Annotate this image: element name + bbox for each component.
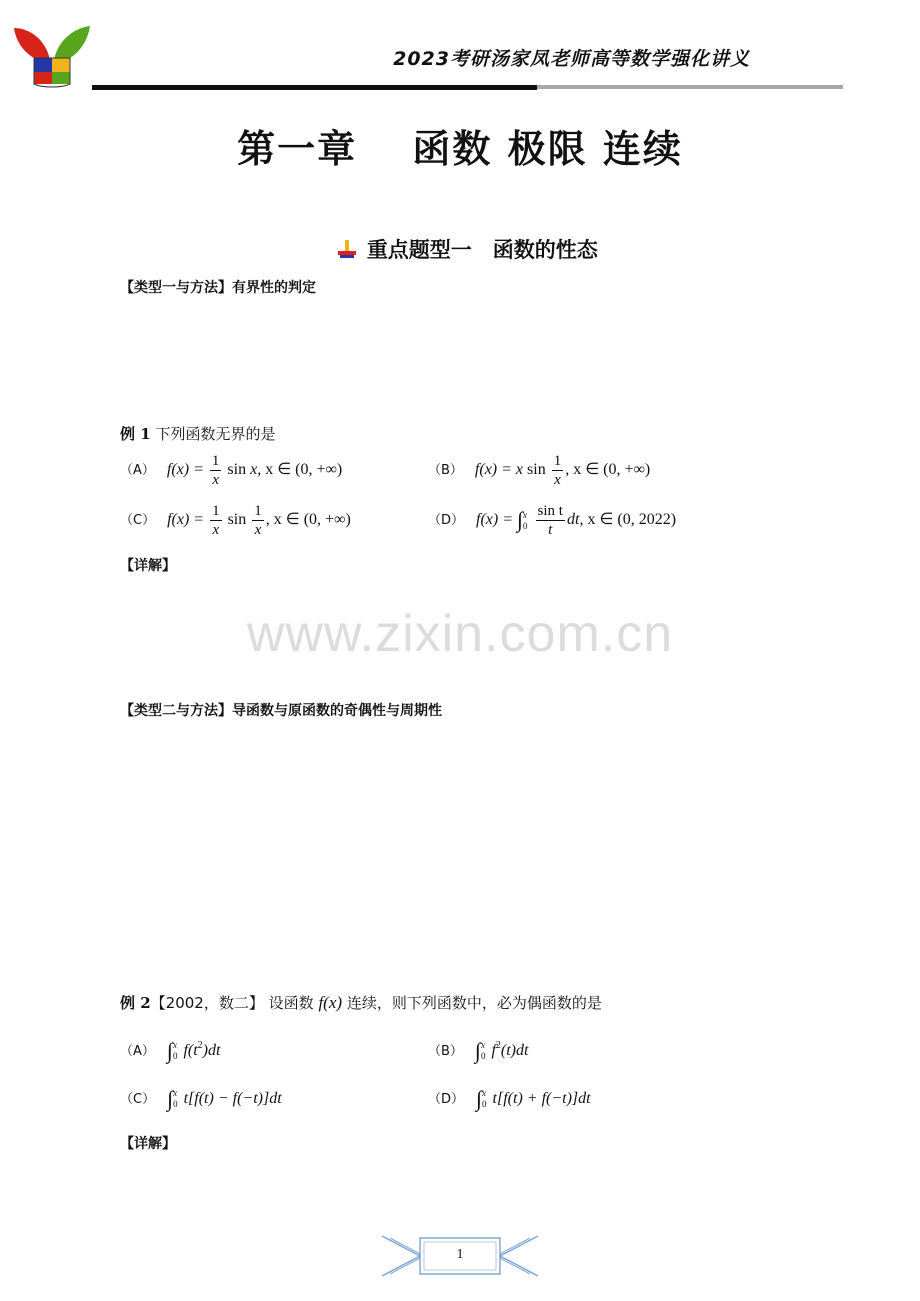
fraction: $\frac{1}{x}$ xyxy=(553,453,562,488)
example1-question xyxy=(120,423,275,444)
integral-sign: ∫ xyxy=(166,1038,173,1063)
page-number: 1 xyxy=(456,1247,464,1262)
example1-option-d: （D） f(x) = ∫ x 0 $\frac{\text{sin t}}{t}$ dt, x ∈ (0, 2022) xyxy=(428,503,677,538)
integral-sign: ∫ xyxy=(167,1086,174,1111)
example2-option-d: （D） ∫ x 0 t[f(t) + f(−t)]dt xyxy=(428,1086,591,1111)
section-heading xyxy=(0,210,920,264)
example2-option-b: （B） ∫ x 0 $f^2(t)dt$ xyxy=(428,1038,529,1063)
example2-suffix: 连续，则下列函数中，必为偶函数的是 xyxy=(346,994,602,1012)
example2-prefix: 设函数 xyxy=(268,994,314,1012)
example1-option-a: （A） f(x) = $\frac{1}{x}$ sin x, x ∈ (0, +∞) xyxy=(120,453,343,488)
type1-title: 有界性的判定 xyxy=(232,280,316,296)
book-icon xyxy=(337,239,357,259)
example2-question xyxy=(120,992,602,1013)
example2-label: 例 2 xyxy=(120,994,151,1012)
type2-heading xyxy=(120,700,442,720)
example2-detail: 【详解】 xyxy=(120,1136,176,1152)
header-rule-dark xyxy=(92,85,537,90)
watermark: www.zixin.com.cn xyxy=(246,605,674,663)
example2-func: f(x) xyxy=(318,993,343,1012)
fraction: $\frac{\text{sin t}}{t}$ xyxy=(537,503,563,538)
example1-label: 例 1 xyxy=(120,425,151,443)
type2-bracket: 【类型二与方法】 xyxy=(120,703,232,719)
integral-sign: ∫ xyxy=(476,1086,483,1111)
chapter-title: 第一章 函数 极限 连续 xyxy=(237,127,683,171)
header-title: 2023考研汤家凤老师高等数学强化讲义 xyxy=(393,48,750,70)
example2-source: 【2002，数二】 xyxy=(150,994,264,1012)
example2-option-a: （A） ∫ x 0 $f(t^2)dt$ xyxy=(120,1038,221,1063)
example1-option-c: （C） f(x) = $\frac{1}{x}$ sin $\frac{1}{x}$ , x ∈ (0, +∞) xyxy=(120,503,351,538)
example1-detail: 【详解】 xyxy=(120,558,176,574)
fraction: $\frac{1}{x}$ xyxy=(212,503,220,538)
section-title: 重点题型一 函数的性态 xyxy=(366,238,598,262)
example1-option-b: （B） f(x) = x sin $\frac{1}{x}$ , x ∈ (0, +∞) xyxy=(428,453,651,488)
example2-option-c: （C） ∫ x 0 t[f(t) − f(−t)]dt xyxy=(120,1086,282,1111)
integral-sign: ∫ xyxy=(474,1038,481,1063)
integral-limits: x 0 xyxy=(172,1040,178,1062)
example1-text: 下列函数无界的是 xyxy=(155,425,276,443)
type1-heading xyxy=(120,277,316,297)
integral-limits: x 0 xyxy=(482,1088,487,1110)
header-rule-gray xyxy=(537,85,843,89)
type2-title: 导函数与原函数的奇偶性与周期性 xyxy=(232,703,442,719)
integral-limits: x 0 xyxy=(523,509,528,531)
fraction: $\frac{1}{x}$ xyxy=(254,503,262,538)
integral-limits: x 0 xyxy=(480,1040,486,1062)
type1-bracket: 【类型一与方法】 xyxy=(120,280,232,296)
butterfly-logo-icon xyxy=(12,24,92,88)
integral-limits: x 0 xyxy=(173,1088,178,1110)
integral-sign: ∫ xyxy=(517,507,524,533)
fraction: $\frac{1}{x}$ xyxy=(211,453,220,488)
